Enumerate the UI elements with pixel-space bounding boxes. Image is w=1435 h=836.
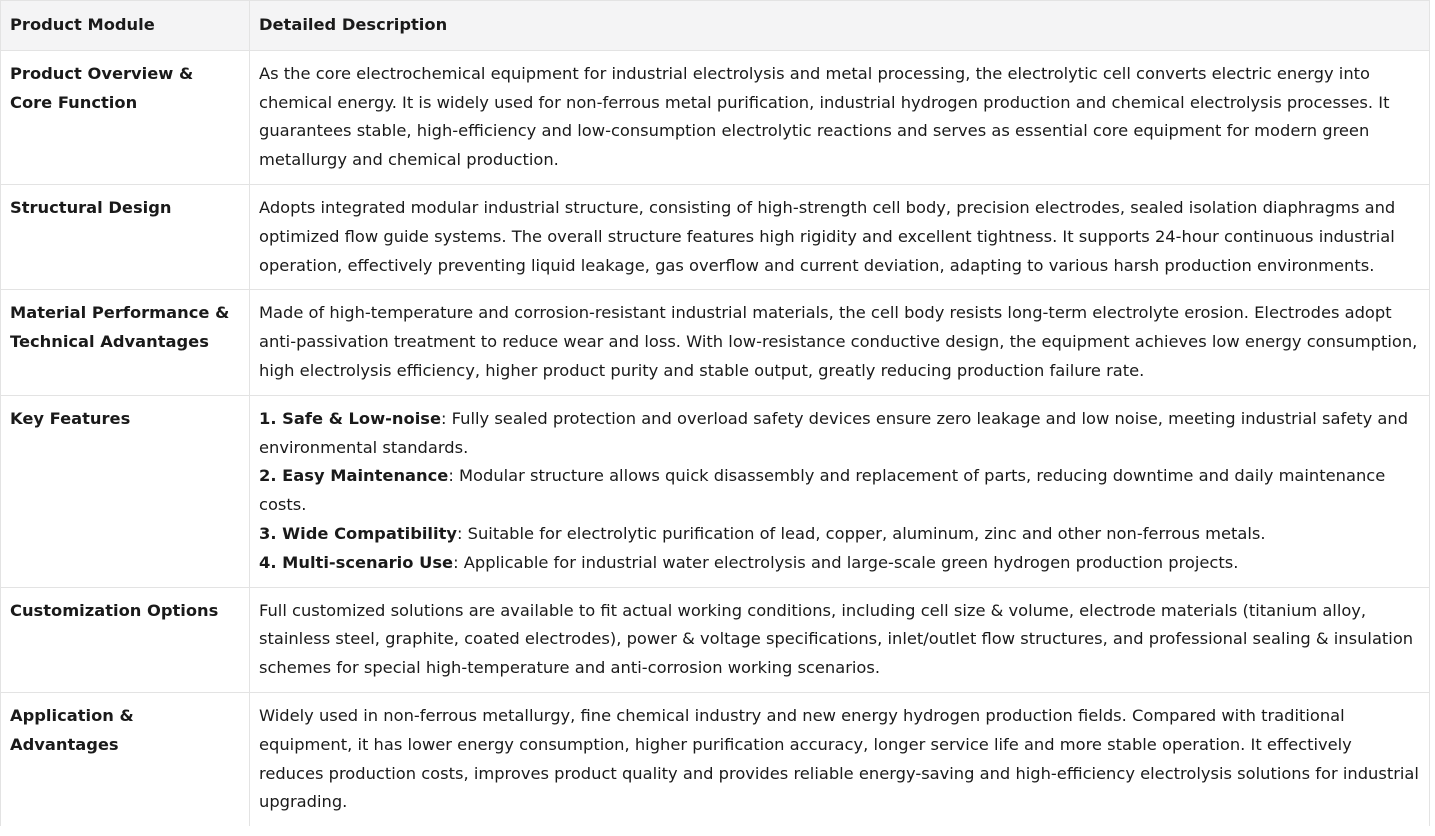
feature-item xyxy=(259,405,1420,463)
table-row xyxy=(1,692,1430,826)
module-description: Full customized solutions are available to fit actual working conditions, including cell size & volume, electrode materials (titanium alloy, stainless steel, graphite, coated electrodes), power & voltage specifications, inlet/outlet flow structures, and professional sealing & insulation schemes for special high-temperature and anti-corrosion working scenarios. xyxy=(250,587,1430,692)
feature-text: : Applicable for industrial water electrolysis and large-scale green hydrogen production projects. xyxy=(453,552,1239,572)
table-row xyxy=(1,395,1430,587)
module-name: Product Overview & Core Function xyxy=(1,50,250,184)
table-row xyxy=(1,290,1430,395)
module-name: Application & Advantages xyxy=(1,692,250,826)
table-row xyxy=(1,587,1430,692)
module-description: Adopts integrated modular industrial structure, consisting of high-strength cell body, precision electrodes, sealed isolation diaphragms and optimized flow guide systems. The overall structure features high rigidity and excellent tightness. It supports 24-hour continuous industrial operation, effectively preventing liquid leakage, gas overflow and current deviation, adapting to various harsh production environments. xyxy=(250,184,1430,289)
module-description: Made of high-temperature and corrosion-resistant industrial materials, the cell body resists long-term electrolyte erosion. Electrodes adopt anti-passivation treatment to reduce wear and loss. With low-resistance conductive design, the equipment achieves low energy consumption, high electrolysis efficiency, higher product purity and stable output, greatly reducing production failure rate. xyxy=(250,290,1430,395)
feature-text: : Suitable for electrolytic purification of lead, copper, aluminum, zinc and other non-ferrous metals. xyxy=(456,523,1266,543)
table-row xyxy=(1,50,1430,184)
module-description: As the core electrochemical equipment for industrial electrolysis and metal processing, the electrolytic cell converts electric energy into chemical energy. It is widely used for non-ferrous metal purification, industrial hydrogen production and chemical electrolysis processes. It guarantees stable, high-efficiency and low-consumption electrolytic reactions and serves as essential core equipment for modern green metallurgy and chemical production. xyxy=(250,50,1430,184)
feature-text: : Modular structure allows quick disassembly and replacement of parts, reducing downtime and daily maintenance costs. xyxy=(259,466,1386,515)
feature-item xyxy=(259,549,1420,578)
table-row xyxy=(1,184,1430,289)
module-name: Material Performance & Technical Advantages xyxy=(1,290,250,395)
header-detailed-description: Detailed Description xyxy=(250,1,1430,51)
module-name: Structural Design xyxy=(1,184,250,289)
feature-title: 4. Multi-scenario Use xyxy=(259,552,454,572)
module-name: Customization Options xyxy=(1,587,250,692)
feature-item xyxy=(259,520,1420,549)
header-product-module: Product Module xyxy=(1,1,250,51)
feature-title: 2. Easy Maintenance xyxy=(259,466,449,486)
module-description: Widely used in non-ferrous metallurgy, fine chemical industry and new energy hydrogen production fields. Compared with traditional equipment, it has lower energy consumption, higher purification accuracy, longer service life and more stable operation. It effectively reduces production costs, improves product quality and provides reliable energy-saving and high-efficiency electrolysis solutions for industrial upgrading. xyxy=(250,692,1430,826)
feature-title: 3. Wide Compatibility xyxy=(259,523,457,543)
feature-item xyxy=(259,462,1420,520)
feature-title: 1. Safe & Low-noise xyxy=(259,408,442,428)
table-header-row xyxy=(1,1,1430,51)
feature-text: : Fully sealed protection and overload safety devices ensure zero leakage and low noise, meeting industrial safety and environmental standards. xyxy=(259,408,1409,457)
key-features-list xyxy=(250,395,1430,587)
module-name: Key Features xyxy=(1,395,250,587)
